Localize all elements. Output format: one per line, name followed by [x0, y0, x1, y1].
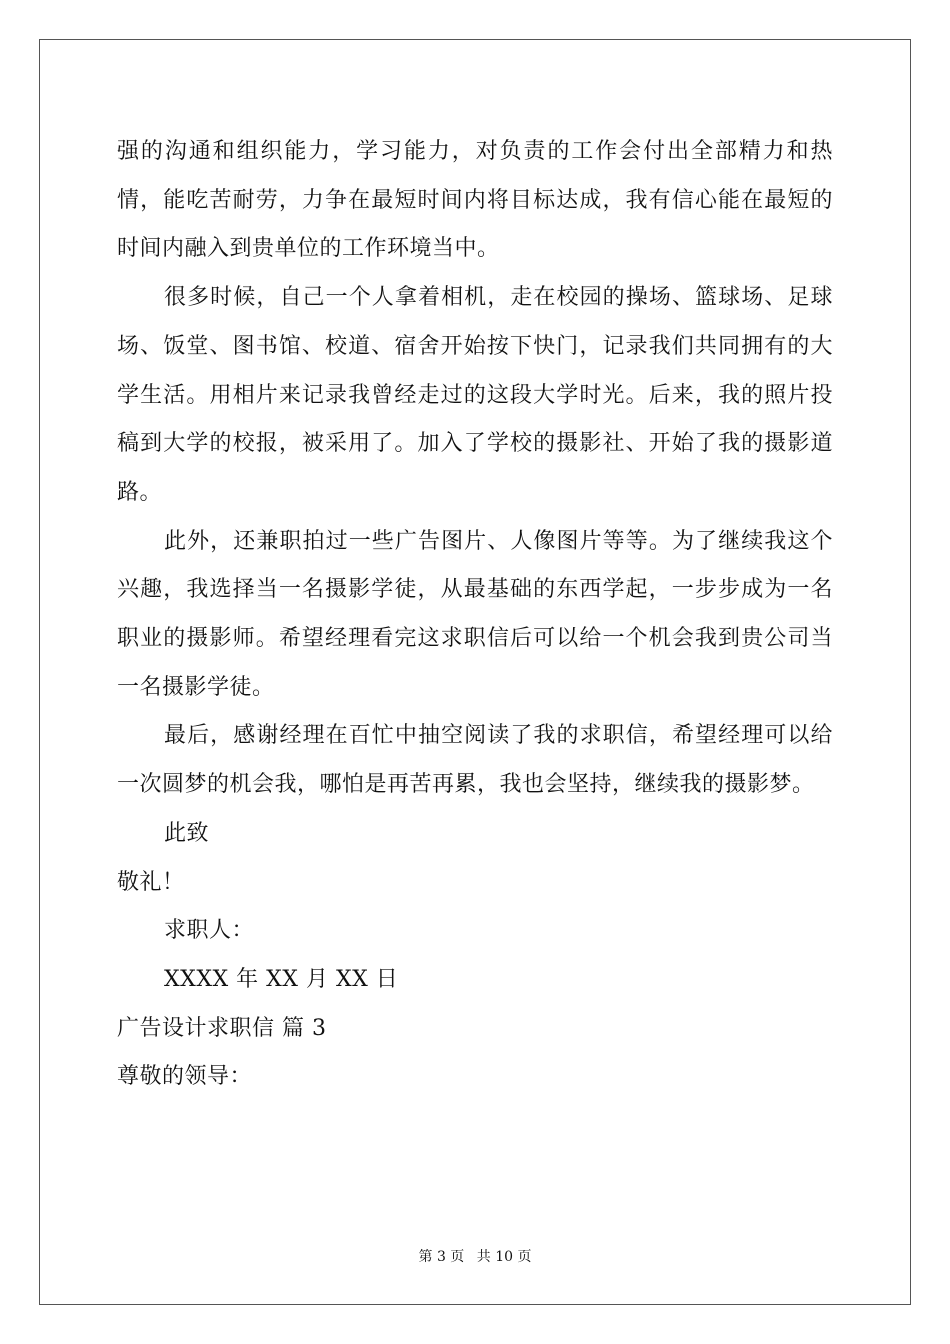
document-body — [117, 128, 833, 1102]
section-title: 广告设计求职信 篇 3 — [117, 1015, 327, 1041]
closing-regards: 敬礼！ — [117, 869, 185, 895]
date-line: XXXX 年 XX 月 XX 日 — [164, 966, 399, 992]
paragraph: 最后，感谢经理在百忙中抽空阅读了我的求职信，希望经理可以给一次圆梦的机会我，哪怕是再苦再累，我也会坚持，继续我的摄影梦。 — [117, 723, 833, 798]
closing-salutation: 此致 — [164, 820, 210, 846]
greeting: 尊敬的领导： — [117, 1064, 253, 1090]
paragraph: 此外，还兼职拍过一些广告图片、人像图片等等。为了继续我这个兴趣，我选择当一名摄影学徒，从最基础的东西学起，一步步成为一名职业的摄影师。希望经理看完这求职信后可以给一个机会我到贵公司当一名摄影学徒。 — [117, 528, 833, 700]
page-footer — [0, 1246, 950, 1266]
signature-line: 求职人： — [164, 918, 255, 944]
paragraph: 强的沟通和组织能力，学习能力，对负责的工作会付出全部精力和热情，能吃苦耐劳，力争在最短时间内将目标达成，我有信心能在最短的时间内融入到贵单位的工作环境当中。 — [117, 139, 833, 262]
page-total: 共 10 页 — [476, 1249, 532, 1265]
paragraph: 很多时候，自己一个人拿着相机，走在校园的操场、篮球场、足球场、饭堂、图书馆、校道、宿舍开始按下快门，记录我们共同拥有的大学生活。用相片来记录我曾经走过的这段大学时光。后来，我的照片投稿到大学的校报，被采用了。加入了学校的摄影社、开始了我的摄影道路。 — [117, 285, 833, 505]
page-number: 第 3 页 — [418, 1249, 465, 1265]
